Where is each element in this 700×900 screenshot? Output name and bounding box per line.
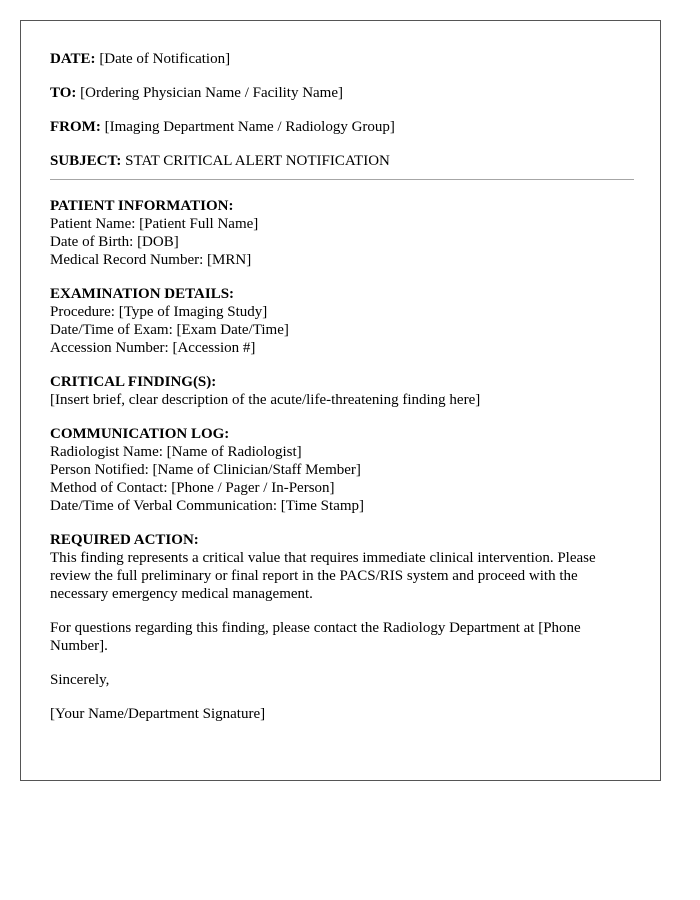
to-value: [Ordering Physician Name / Facility Name] [80, 85, 344, 101]
contact-paragraph: For questions regarding this finding, please contact the Radiology Department at [Phone Number]. [50, 620, 581, 654]
date-value: [Date of Notification] [99, 51, 231, 67]
communication-log-title: COMMUNICATION LOG: [50, 426, 230, 442]
signature-line: [Your Name/Department Signature] [50, 706, 266, 722]
verbal-communication-time-line: Date/Time of Verbal Communication: [Time Stamp] [50, 498, 365, 514]
finding-description-line: [Insert brief, clear description of the acute/life-threatening finding here] [50, 392, 481, 408]
examination-details-title: EXAMINATION DETAILS: [50, 286, 235, 302]
letter-body [50, 50, 634, 739]
date-row [50, 50, 634, 68]
examination-details-section [50, 285, 634, 357]
accession-number-line: Accession Number: [Accession #] [50, 340, 256, 356]
required-action-section [50, 531, 634, 603]
patient-name-line: Patient Name: [Patient Full Name] [50, 216, 259, 232]
salutation: Sincerely, [50, 672, 110, 688]
date-label: DATE: [50, 51, 96, 67]
person-notified-line: Person Notified: [Name of Clinician/Staff Member] [50, 462, 361, 478]
critical-findings-section [50, 373, 634, 409]
medical-record-number-line: Medical Record Number: [MRN] [50, 252, 252, 268]
date-of-birth-line: Date of Birth: [DOB] [50, 234, 179, 250]
document-frame [20, 20, 661, 781]
exam-datetime-line: Date/Time of Exam: [Exam Date/Time] [50, 322, 289, 338]
patient-information-title: PATIENT INFORMATION: [50, 198, 234, 214]
to-row [50, 84, 634, 102]
header-divider [50, 179, 634, 180]
from-row [50, 118, 634, 136]
communication-log-section [50, 425, 634, 515]
subject-label: SUBJECT: [50, 153, 122, 169]
patient-information-section [50, 197, 634, 269]
subject-row [50, 152, 634, 170]
radiologist-name-line: Radiologist Name: [Name of Radiologist] [50, 444, 302, 460]
subject-value: STAT CRITICAL ALERT NOTIFICATION [125, 153, 390, 169]
procedure-line: Procedure: [Type of Imaging Study] [50, 304, 268, 320]
critical-findings-title: CRITICAL FINDING(S): [50, 374, 217, 390]
from-value: [Imaging Department Name / Radiology Group] [104, 119, 395, 135]
required-action-text: This finding represents a critical value that requires immediate clinical intervention. Please review the full preliminary or final report in the PACS/RIS system and proceed with the necessary emergency medical management. [50, 550, 596, 602]
method-of-contact-line: Method of Contact: [Phone / Pager / In-Person] [50, 480, 335, 496]
to-label: TO: [50, 85, 77, 101]
from-label: FROM: [50, 119, 101, 135]
required-action-title: REQUIRED ACTION: [50, 532, 199, 548]
